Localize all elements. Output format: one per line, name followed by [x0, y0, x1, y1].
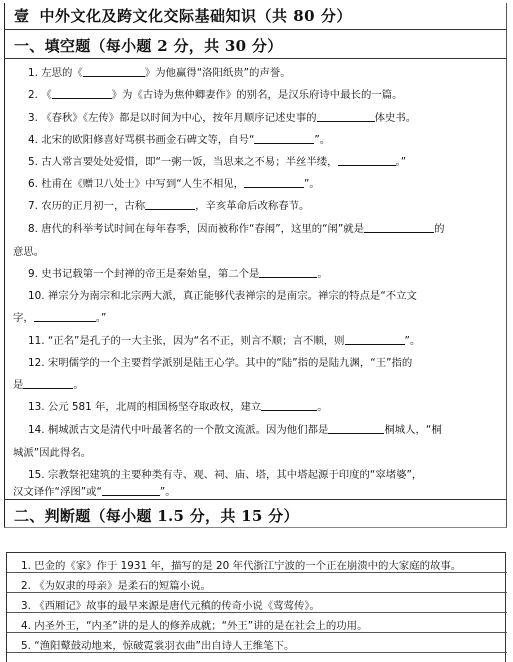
question-line-4: 4. 北宋的欧阳修喜好骂棋书画金石碑文等，自号“ ”。	[28, 134, 331, 146]
section1-heading: 一、填空题（每小题 2 分，共 30 分）	[14, 37, 283, 55]
judgment-row	[7, 613, 507, 633]
judgment-row	[7, 633, 507, 653]
judgment-item-3: 3. 《西厢记》故事的最早来源是唐代元稹的传奇小说《莺莺传》。	[21, 600, 320, 612]
question-line-15-cont: 汉文译作“浮图”或“ ”。	[13, 486, 176, 498]
question-line-10-cont: 字， 。”	[13, 312, 107, 324]
question-line-10: 10. 禅宗分为南宗和北宗两大派，真正能够代表禅宗的是南宗。禅宗的特点是“不立文	[28, 290, 417, 302]
judgment-item-2: 2. 《为奴隶的母亲》是柔石的短篇小说。	[21, 580, 211, 592]
section2-top-divider	[4, 499, 507, 500]
question-line-8-cont: 意思。	[13, 246, 45, 258]
section1-divider	[4, 58, 507, 59]
question-line-8: 8. 唐代的科举考试时间在每年春季，因而被称作“春闱”，这里的“闱”就是 的	[28, 223, 445, 235]
question-line-12-cont: 是 。	[13, 379, 84, 391]
question-line-11: 11. “正名”是孔子的一大主张，因为“名不正，则言不顺；言不顺，则 ”。	[28, 335, 421, 347]
question-line-7: 7. 农历的正月初一，古称 ，辛亥革命后改称春节。	[28, 200, 310, 212]
question-line-5: 5. 古人常言要处处爱惜，即“一粥一饭，当思来之不易；半丝半缕， 。”	[28, 156, 407, 168]
judgment-item-5: 5. “渔阳鼙鼓动地来，惊破霓裳羽衣曲”出自诗人王维笔下。	[21, 640, 295, 652]
question-line-6: 6. 杜甫在《赠卫八处士》中写到“人生不相见， ”。	[28, 178, 320, 190]
question-line-12: 12. 宋明儒学的一个主要哲学派别是陆王心学。其中的“陆”指的是陆九渊，“王”指的	[28, 357, 413, 369]
question-line-3: 3. 《春秋》《左传》都是以时间为中心，按年月顺序记述史事的 体史书。	[28, 112, 417, 124]
judgment-row	[7, 573, 507, 593]
question-line-13: 13. 公元 581 年，北周的相国杨坚夺取政权，建立 。	[28, 401, 328, 413]
judgment-row	[7, 553, 507, 573]
part-mark: 壹	[14, 7, 30, 25]
question-line-9: 9. 史书记载第一个封禅的帝王是秦始皇，第二个是 。	[28, 268, 328, 280]
part-title-text: 中外文化及跨文化交际基础知识（共 80 分）	[39, 7, 352, 25]
question-line-14-cont: 城派”因此得名。	[13, 447, 92, 459]
judgment-item-4: 4. 内圣外王，“内圣”讲的是人的修养成就；“外王”讲的是在社会上的功用。	[21, 620, 368, 632]
judgment-item-1: 1. 巴金的《家》作于 1931 年，描写的是 20 年代浙江宁波的一个正在崩溃中的大家庭的故事。	[21, 560, 462, 572]
part-title	[14, 5, 352, 26]
judgment-row	[7, 593, 507, 613]
section2-heading: 二、判断题（每小题 1.5 分，共 15 分）	[14, 507, 299, 525]
question-line-14: 14. 桐城派古文是清代中叶最著名的一个散文流派。因为他们都是 桐城人，“桐	[28, 424, 442, 436]
question-line-15: 15. 宗教祭祀建筑的主要种类有寺、观、祠、庙、塔，其中塔起源于印度的“窣堵婆”，	[28, 469, 423, 481]
judgment-table	[6, 552, 506, 662]
title-divider	[4, 29, 507, 30]
question-line-1: 1. 左思的《 》为他赢得“洛阳纸贵”的声誉。	[28, 67, 291, 79]
question-line-2: 2. 《 》为《古诗为焦仲卿妻作》的别名，是汉乐府诗中最长的一篇。	[28, 89, 403, 101]
